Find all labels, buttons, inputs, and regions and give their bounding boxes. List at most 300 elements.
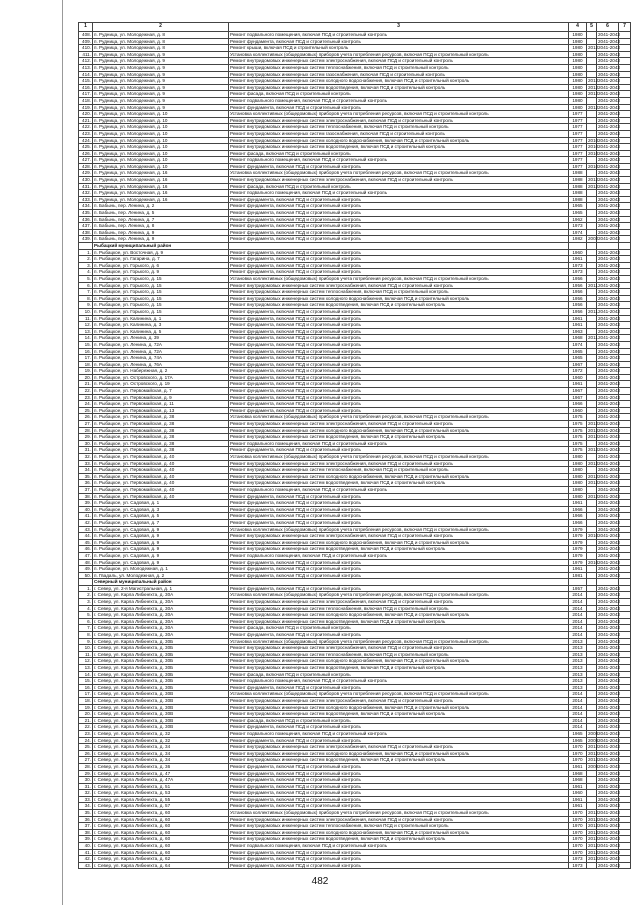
year-overhaul-cell [587,328,597,335]
address-cell: п. Рудница, ул. Молодежная, д. 9 [93,64,229,71]
address-cell: п. Рыбацкое, ул. Садовая, д. 9 [93,533,229,540]
address-cell: г. Север, ул. Карла Либкнехта, д. 30В [93,697,229,704]
year-overhaul-cell: 2012 [588,750,599,756]
year-overhaul-cell [587,223,597,230]
note-cell [619,671,631,678]
planned-period-cell: 2041-2043 [598,355,620,361]
planned-period-cell: 2041-2043 [598,117,620,123]
planned-period-cell: 2041-2043 [598,335,620,341]
planned-period-cell: 2041-2043 [598,796,620,802]
table-row [79,566,631,573]
year-overhaul-cell [587,355,597,362]
planned-period-cell: 2041-2043 [598,137,620,143]
year-built-cell: 1988 [569,177,587,184]
row-number-cell: 417. [79,91,93,98]
work-type-cell: Ремонт внутридомовых инженерных систем электроснабжения, включая ПСД и строительный контроль [229,177,569,184]
note-cell [619,203,631,210]
planned-period-cell: 2041-2043 [598,546,620,552]
planned-period-cell: 2041-2043 [598,737,620,743]
planned-period-cell: 2041-2043 [598,38,620,44]
year-overhaul-cell: 2010 [588,144,599,150]
row-number-cell: 26. [79,750,93,757]
planned-period-cell: 2041-2043 [598,124,620,130]
note-cell [619,816,631,823]
note-cell [619,388,631,395]
table-row [79,183,631,190]
planned-period-cell: 2041-2043 [598,585,620,591]
planned-period-cell: 2041-2043 [598,196,620,202]
note-cell [619,796,631,803]
address-cell: п. Рыбацкое, ул. Горького, д. 15 [93,302,229,309]
note-cell [619,381,631,388]
year-overhaul-cell [587,777,597,784]
column-header: 3 [229,23,569,32]
row-number-cell: 29. [79,434,93,441]
year-built-cell: 1977 [569,130,587,137]
year-built-cell: 1977 [569,124,587,131]
row-number-cell: 3. [79,262,93,269]
row-number-cell: 2. [79,256,93,263]
year-built-cell: 1979 [569,546,587,553]
note-cell [619,632,631,639]
table-row [79,625,631,632]
table-row [79,322,631,329]
year-built-cell: 1988 [569,196,587,203]
document-page [78,22,630,869]
table-row [79,513,631,520]
work-type-cell [229,243,569,250]
year-built-cell: 1956 [569,308,587,315]
year-built-cell: 1960 [569,790,587,797]
year-overhaul-cell [587,638,597,645]
row-number-cell: 39. [79,500,93,507]
address-cell: п. Рыбацкое, ул. Первомайская, д. 40 [93,486,229,493]
planned-period-cell: 2041-2043 [598,810,620,816]
address-cell: п. Рудница, ул. Молодежная, д. 10 [93,144,229,151]
address-cell: п. Рудница, ул. Молодежная, д. 9 [93,78,229,85]
note-cell [619,823,631,830]
year-built-cell: 1975 [569,440,587,447]
planned-period-cell: 2041-2043 [598,665,620,670]
work-type-cell: Ремонт подвального помещения, включая ПСД и строительный контроль [229,440,569,447]
address-cell: г. Север, ул. Карла Либкнехта, д. 55 [93,796,229,803]
year-built-cell: 1980 [569,84,587,91]
table-row [79,711,631,718]
planned-period-cell: 2041-2043 [598,368,620,374]
address-cell: п. Рудница, ул. Молодежная, д. 9 [93,97,229,104]
work-type-cell: Ремонт фундамента, включая ПСД и строительный контроль [229,368,569,375]
column-header: 6 [597,23,619,32]
table-row [79,407,631,414]
note-cell [619,592,631,599]
table-row [79,526,631,533]
work-type-cell: Ремонт внутридомовых инженерных систем теплоснабжения, включая ПСД и строительный контроль [229,124,569,131]
year-overhaul-cell [587,697,597,704]
work-type-cell: Ремонт фундамента, включая ПСД и строительный контроль [229,229,569,236]
address-cell: п. Рыбацкое, ул. Первомайская, д. 40 [93,473,229,480]
table-row [79,434,631,441]
work-type-cell: Ремонт фундамента, включая ПСД и строительный контроль [229,684,569,691]
table-row [79,361,631,368]
planned-period-cell: 2041-2043 [598,177,620,183]
address-cell: п. Рыбацкое, ул. Садовая, д. 9 [93,526,229,533]
note-cell [619,91,631,98]
year-overhaul-cell: 2012 [588,78,599,84]
planned-period-cell: 2041-2043 [598,599,620,605]
note-cell [619,519,631,526]
year-built-cell: 1975 [569,434,587,441]
year-built-cell: 1970 [569,849,587,856]
year-overhaul-cell: 2012 [588,816,599,822]
work-type-cell: Ремонт внутридомовых инженерных систем холодного водоснабжения, включая ПСД и строительный контроль [229,295,569,302]
year-built-cell: 1970 [569,810,587,817]
planned-period-cell: 2041-2043 [598,526,620,532]
address-cell: п. Рыбацкое, ул. Садовая, д. 7 [93,519,229,526]
address-cell: п. Рыбацкое, ул. Калинина, д. 1 [93,315,229,322]
year-built-cell: 1956 [569,302,587,309]
planned-period-cell: 2041-2043 [598,783,620,789]
address-cell: п. Рудница, ул. Молодежная, д. 16 [93,196,229,203]
table-row [79,599,631,606]
work-type-cell: Ремонт фасада, включая ПСД и строительный контроль [229,717,569,724]
planned-period-cell: 2041-2043 [598,223,620,229]
note-cell [619,513,631,520]
work-type-cell: Ремонт фундамента, включая ПСД и строительный контроль [229,559,569,566]
planned-period-cell: 2041-2043 [598,618,620,624]
year-built-cell: 1970 [569,744,587,751]
address-cell: г. Север, ул. Карла Либкнехта, д. 51 [93,783,229,790]
table-row [79,559,631,566]
table-row [79,572,631,579]
year-built-cell: 1961 [569,500,587,507]
table-row [79,454,631,461]
year-built-cell: 1981 [569,572,587,579]
year-built-cell: 1961 [569,315,587,322]
row-number-cell: 36. [79,816,93,823]
row-number-cell: 437. [79,223,93,230]
planned-period-cell: 2041-2043 [598,467,620,473]
year-built-cell: 1970 [569,816,587,823]
planned-period-cell: 2041-2043 [598,157,620,163]
note-cell [619,777,631,784]
note-cell [619,163,631,170]
year-built-cell: 1965 [569,730,587,737]
work-type-cell: Ремонт внутридомовых инженерных систем водоотведения, включая ПСД и строительный контроль [229,546,569,553]
row-number-cell: 30. [79,440,93,447]
row-number-cell: 9. [79,638,93,645]
work-type-cell: Ремонт внутридомовых инженерных систем теплоснабжения, включая ПСД и строительный контроль [229,289,569,296]
year-built-cell: 1967 [569,388,587,395]
work-type-cell: Ремонт фундамента, включая ПСД и строительный контроль [229,506,569,513]
year-overhaul-cell: 2011 [588,282,598,288]
address-cell: п. Рыбацкое, ул. Горького, д. 9 [93,269,229,276]
year-overhaul-cell [587,315,597,322]
year-overhaul-cell [587,526,597,533]
year-overhaul-cell [587,51,597,58]
year-overhaul-cell: 2008 [588,730,599,736]
year-overhaul-cell: 2012 [588,480,599,486]
table-row [79,493,631,500]
work-type-cell: Ремонт подвального помещения, включая ПСД и строительный контроль [229,678,569,685]
year-built-cell: 1965 [569,203,587,210]
planned-period-cell: 2041-2043 [598,440,620,446]
work-type-cell: Установка коллективных (общедомовых) приборов учета потребления ресурсов, включая ПСД и строительный контроль [229,170,569,177]
work-type-cell: Ремонт фундамента, включая ПСД и строительный контроль [229,803,569,810]
year-built-cell: 2013 [569,671,587,678]
work-type-cell: Ремонт фундамента, включая ПСД и строительный контроль [229,210,569,217]
address-cell: г. Север, ул. Карла Либкнехта, д. 30Б [93,671,229,678]
row-number-cell: 42. [79,519,93,526]
note-cell [619,315,631,322]
address-cell: п. Рыбацкое, ул. Садовая, д. 9 [93,539,229,546]
work-type-cell: Ремонт фундамента, включая ПСД и строительный контроль [229,401,569,408]
planned-period-cell: 2041-2043 [598,447,620,453]
planned-period-cell: 2041-2043 [598,97,620,103]
address-cell: г. Север, ул. Карла Либкнехта, д. 34 [93,744,229,751]
address-cell: г. Север, ул. Карла Либкнехта, д. 30А [93,618,229,625]
year-overhaul-cell [587,111,597,118]
work-type-cell: Ремонт внутридомовых инженерных систем электроснабжения, включая ПСД и строительный контроль [229,599,569,606]
year-built-cell: 1980 [569,71,587,78]
note-cell [619,737,631,744]
year-overhaul-cell: 2012 [588,447,599,453]
row-number-cell: 33. [79,796,93,803]
row-number-cell: 415. [79,78,93,85]
planned-period-cell: 2041-2043 [598,843,620,849]
planned-period-cell: 2041-2043 [598,256,620,262]
table-row [79,467,631,474]
planned-period-cell: 2041-2043 [598,486,620,492]
work-type-cell: Ремонт внутридомовых инженерных систем теплоснабжения, включая ПСД и строительный контроль [229,467,569,474]
year-built-cell: 2014 [569,717,587,724]
work-type-cell: Ремонт фундамента, включая ПСД и строительный контроль [229,355,569,362]
year-overhaul-cell [587,467,597,474]
address-cell: п. Рыбацкое, ул. Островского, д. 19 [93,381,229,388]
year-built-cell: 2014 [569,625,587,632]
year-built-cell: 1963 [569,328,587,335]
planned-period-cell: 2041-2043 [598,45,620,51]
row-number-cell: 419. [79,104,93,111]
row-number-cell: 25. [79,744,93,751]
planned-period-cell: 2041-2043 [598,480,620,486]
work-type-cell: Установка коллективных (общедомовых) приборов учета потребления ресурсов, включая ПСД и строительный контроль [229,638,569,645]
address-cell: п. Рыбацкое, ул. Горького, д. 15 [93,282,229,289]
table-row [79,632,631,639]
planned-period-cell: 2041-2043 [598,506,620,512]
year-built-cell: 1980 [569,38,587,45]
planned-period-cell: 2041-2043 [598,770,620,776]
work-type-cell: Ремонт фундамента, включая ПСД и строительный контроль [229,790,569,797]
year-overhaul-cell [587,519,597,526]
planned-period-cell: 2041-2043 [598,704,620,710]
row-number-cell: 30. [79,777,93,784]
year-overhaul-cell [587,58,597,65]
note-cell [619,243,631,250]
table-row [79,750,631,757]
work-type-cell: Ремонт подвального помещения, включая ПСД и строительный контроль [229,97,569,104]
address-cell: г. Север, ул. Карла Либкнехта, д. 32 [93,737,229,744]
note-cell [619,717,631,724]
address-cell: г. Север, ул. Карла Либкнехта, д. 30В [93,704,229,711]
year-built-cell [569,579,587,586]
note-cell [619,302,631,309]
year-built-cell: 1970 [569,757,587,764]
planned-period-cell: 2041-2043 [598,144,620,150]
planned-period-cell: 2041-2043 [598,572,620,578]
work-type-cell: Ремонт фундамента, включая ПСД и строительный контроль [229,519,569,526]
year-built-cell: 1975 [569,427,587,434]
year-overhaul-cell: 2012 [588,434,599,440]
year-built-cell: 2013 [569,638,587,645]
planned-period-cell: 2041-2043 [598,269,620,275]
note-cell [619,229,631,236]
row-number-cell: 421. [79,117,93,124]
row-number-cell: 49. [79,566,93,573]
planned-period-cell: 2041-2043 [598,816,620,822]
planned-period-cell: 2041-2043 [598,717,620,723]
address-cell: п. Рыбацкое, ул. Первомайская, д. 11 [93,401,229,408]
year-built-cell: 1956 [569,289,587,296]
year-overhaul-cell: 2002 [588,236,599,242]
year-built-cell: 1980 [569,45,587,52]
year-built-cell: 2014 [569,691,587,698]
row-number-cell: 439. [79,236,93,243]
year-built-cell: 1980 [569,78,587,85]
address-cell: п. Рыбацкое, ул. Садовая, д. 9 [93,559,229,566]
table-row [79,770,631,777]
work-type-cell: Ремонт фундамента, включая ПСД и строительный контроль [229,322,569,329]
table-row [79,71,631,78]
year-built-cell: 1980 [569,473,587,480]
year-built-cell: 1973 [569,269,587,276]
address-cell: г. Север, ул. Карла Либкнехта, д. 60 [93,823,229,830]
row-number-cell: 43. [79,526,93,533]
table-row [79,308,631,315]
page-number: 482 [311,876,329,887]
table-row [79,645,631,652]
row-number-cell: 436. [79,216,93,223]
address-cell: г. Север, ул. Карла Либкнехта, д. 30Б [93,684,229,691]
table-row [79,823,631,830]
row-number-cell [79,579,93,586]
table-row [79,97,631,104]
note-cell [619,289,631,296]
address-cell: п. Рудница, ул. Молодежная, д. 10 [93,137,229,144]
planned-period-cell: 2041-2043 [598,289,620,295]
row-number-cell: 34. [79,467,93,474]
planned-period-cell: 2041-2043 [598,183,620,189]
work-type-cell: Ремонт фундамента, включая ПСД и строительный контроль [229,493,569,500]
table-row [79,796,631,803]
table-row [79,111,631,118]
note-cell [619,757,631,764]
work-type-cell: Ремонт фундамента, включая ПСД и строительный контроль [229,513,569,520]
row-number-cell: 12. [79,322,93,329]
year-overhaul-cell [587,671,597,678]
work-type-cell: Ремонт фасада, включая ПСД и строительный контроль [229,625,569,632]
note-cell [619,97,631,104]
planned-period-cell: 2041-2043 [598,236,620,242]
planned-period-cell: 2041-2043 [598,559,620,565]
work-type-cell: Ремонт внутридомовых инженерных систем холодного водоснабжения, включая ПСД и строительный контроль [229,137,569,144]
year-built-cell: 1980 [569,104,587,111]
row-number-cell: 29. [79,770,93,777]
row-number-cell: 12. [79,658,93,665]
planned-period-cell: 2041-2043 [598,539,620,545]
note-cell [619,559,631,566]
table-row [79,777,631,784]
table-row [79,157,631,164]
year-overhaul-cell: 2012 [588,849,599,855]
row-number-cell: 3. [79,599,93,606]
year-built-cell: 1968 [569,770,587,777]
note-cell [619,64,631,71]
address-cell: п. Рыбацкое, ул. Островского, д. 17А [93,374,229,381]
year-overhaul-cell [587,394,597,401]
address-cell: п. Бабынь, пер. Ленина, д. 9 [93,236,229,243]
table-row [79,849,631,856]
planned-period-cell: 2041-2043 [598,757,620,763]
year-built-cell: 1961 [569,803,587,810]
year-built-cell: 2014 [569,632,587,639]
year-overhaul-cell [587,506,597,513]
section-row [79,243,631,250]
year-built-cell: 1962 [569,216,587,223]
planned-period-cell: 2041-2043 [598,64,620,70]
address-cell: г. Север, ул. Карла Либкнехта, д. 30Б [93,638,229,645]
work-type-cell: Ремонт внутридомовых инженерных систем электроснабжения, включая ПСД и строительный контроль [229,697,569,704]
work-type-cell: Ремонт внутридомовых инженерных систем теплоснабжения, включая ПСД и строительный контроль [229,64,569,71]
planned-period-cell: 2041-2043 [598,104,620,110]
work-type-cell: Установка коллективных (общедомовых) приборов учета потребления ресурсов, включая ПСД и строительный контроль [229,810,569,817]
address-cell: г. Север, ул. Карла Либкнехта, д. 30Б [93,665,229,672]
note-cell [619,546,631,553]
row-number-cell: 433. [79,196,93,203]
table-row [79,374,631,381]
address-cell: п. Рудница, ул. Молодежная, д. 8 [93,45,229,52]
note-cell [619,308,631,315]
note-cell [619,177,631,184]
year-overhaul-cell [587,632,597,639]
year-overhaul-cell [587,170,597,177]
year-built-cell: 1979 [569,559,587,566]
row-number-cell: 25. [79,407,93,414]
planned-period-cell: 2041-2043 [598,651,620,657]
note-cell [619,849,631,856]
note-cell [619,645,631,652]
note-cell [619,440,631,447]
address-cell: п. Рудница, ул. Молодежная, д. 9 [93,51,229,58]
work-type-cell: Ремонт фундамента, включая ПСД и строительный контроль [229,585,569,592]
year-overhaul-cell [587,275,597,282]
planned-period-cell: 2041-2043 [598,730,620,736]
note-cell [619,460,631,467]
note-cell [619,454,631,461]
table-row [79,856,631,863]
register-table [78,22,631,869]
planned-period-cell: 2041-2043 [598,84,620,90]
table-row [79,223,631,230]
year-overhaul-cell [587,724,597,731]
table-row [79,328,631,335]
table-row [79,546,631,553]
planned-period-cell: 2041-2043 [598,684,620,690]
year-overhaul-cell [587,862,597,869]
planned-period-cell: 2041-2043 [598,315,620,321]
planned-period-cell: 2041-2043 [598,302,620,308]
address-cell: п. Рудница, ул. Молодежная, д. 10 [93,150,229,157]
row-number-cell: 40. [79,506,93,513]
